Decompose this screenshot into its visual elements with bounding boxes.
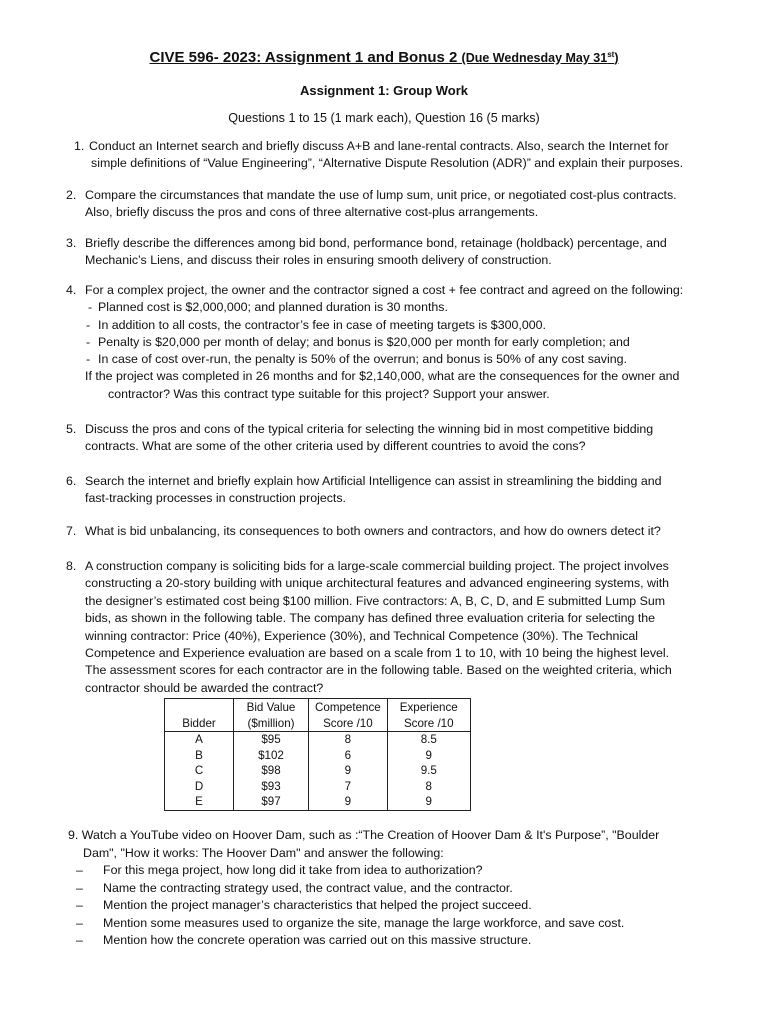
question-9-list: [76, 862, 712, 950]
question-6: [68, 473, 704, 507]
list-item: – Mention the project manager’s characteristics that helped the project succeed.: [76, 898, 532, 913]
column-header-experience: Experience Score /10: [387, 699, 470, 732]
question-text: contractor? Was this contract type suitable for this project? Support your answer.: [108, 386, 550, 401]
cell-bid: $98: [234, 763, 309, 779]
marks-note: Questions 1 to 15 (1 mark each), Question 16 (5 marks): [228, 111, 540, 125]
page-title: [0, 49, 768, 67]
question-text: winning contractor: Price (40%), Experience (30%), and Technical Competence (30%). The Technical: [85, 628, 639, 643]
question-text: For a complex project, the owner and the contractor signed a cost + fee contract and agreed on the following:: [85, 283, 684, 297]
cell-bid: $93: [234, 779, 309, 795]
section-heading: Assignment 1: Group Work: [299, 83, 469, 98]
question-text: Search the internet and briefly explain how Artificial Intelligence can assist in streamlining the bidding and: [85, 474, 662, 488]
cell-bidder: D: [165, 779, 234, 795]
question-3: [68, 235, 704, 269]
question-text: Briefly describe the differences among bid bond, performance bond, retainage (holdback) percentage, and: [85, 236, 667, 250]
cell-bidder: C: [165, 763, 234, 779]
cell-bidder: B: [165, 748, 234, 764]
cell-competence: 7: [309, 779, 388, 795]
cell-competence: 9: [309, 794, 388, 810]
cell-bidder: A: [165, 732, 234, 748]
table-row: [165, 732, 471, 748]
question-text: simple definitions of “Value Engineering”, “Alternative Dispute Resolution (ADR)” and explain their purposes.: [91, 156, 684, 170]
title-text: CIVE 596- 2023: Assignment 1 and Bonus 2: [149, 49, 462, 66]
list-item: – Name the contracting strategy used, the contract value, and the contractor.: [76, 880, 513, 895]
list-item: - Penalty is $20,000 per month of delay; and bonus is $20,000 per month for early completion; and: [86, 334, 630, 349]
list-item: - In addition to all costs, the contractor’s fee in case of meeting targets is $300,000.: [86, 317, 546, 332]
column-header-bidder: Bidder: [165, 699, 234, 732]
question-number: 4.: [66, 283, 77, 297]
cell-experience: 8: [387, 779, 470, 795]
cell-competence: 8: [309, 732, 388, 748]
cell-bidder: E: [165, 794, 234, 810]
question-5: [68, 421, 704, 455]
cell-competence: 9: [309, 763, 388, 779]
question-number: 8.: [66, 559, 77, 573]
list-item: – Mention how the concrete operation was carried out on this massive structure.: [76, 933, 532, 948]
question-text: Dam", "How it works: The Hoover Dam" and answer the following:: [83, 845, 444, 860]
question-9: [68, 827, 704, 862]
bid-table: [164, 698, 471, 811]
question-text: fast-tracking processes in construction projects.: [85, 491, 347, 505]
question-2: [68, 187, 704, 221]
question-7: [68, 523, 704, 540]
question-text: The assessment scores for each contractor are in the following table. Based on the weighted criteria, which: [85, 663, 672, 678]
question-text: If the project was completed in 26 months and for $2,140,000, what are the consequences for the owner and: [85, 369, 680, 384]
cell-bid: $102: [234, 748, 309, 764]
question-text: the designer’s estimated cost being $100 million. Five contractors: A, B, C, D, and E submitted Lump Sum: [85, 593, 666, 608]
table-row: [165, 779, 471, 795]
question-text: Also, briefly discuss the pros and cons of three alternative cost-plus arrangements.: [85, 205, 539, 219]
table-row: [165, 748, 471, 764]
question-text: Discuss the pros and cons of the typical criteria for selecting the winning bid in most competitive bidding: [85, 422, 654, 436]
list-item: - Planned cost is $2,000,000; and planned duration is 30 months.: [88, 300, 448, 315]
question-4: [68, 282, 704, 403]
column-header-competence: Competence Score /10: [309, 699, 388, 732]
question-8: [68, 558, 704, 697]
list-item: - In case of cost over-run, the penalty is 50% of the overrun; and bonus is 50% of any cost saving.: [86, 352, 627, 367]
cell-experience: 9: [387, 748, 470, 764]
question-text: Compare the circumstances that mandate the use of lump sum, unit price, or negotiated cost-plus contracts.: [85, 188, 677, 202]
question-number: 3.: [66, 236, 77, 250]
due-date: (Due Wednesday May 31st): [461, 49, 619, 65]
question-text: What is bid unbalancing, its consequences to both owners and contractors, and how do owners detect it?: [85, 524, 661, 538]
table-header-row: [165, 699, 471, 732]
question-text: constructing a 20-story building with unique architectural features and advanced engineering systems, with: [85, 576, 670, 591]
list-item: – Mention some measures used to organize the site, manage the large workforce, and save cost.: [76, 915, 625, 930]
question-number: 2.: [66, 188, 77, 202]
question-text: Conduct an Internet search and briefly discuss A+B and lane-rental contracts. Also, search the Internet for: [89, 139, 669, 153]
cell-competence: 6: [309, 748, 388, 764]
list-item: – For this mega project, how long did it take from idea to authorization?: [76, 863, 483, 877]
question-text: contractor should be awarded the contract?: [85, 680, 324, 695]
column-header-bid-value: Bid Value ($million): [234, 699, 309, 732]
table-row: [165, 794, 471, 810]
question-number: 5.: [66, 422, 77, 436]
cell-bid: $95: [234, 732, 309, 748]
cell-bid: $97: [234, 794, 309, 810]
question-text: A construction company is soliciting bids for a large-scale commercial building project. The project involves: [85, 559, 669, 573]
question-text: Competence and Experience evaluation are based on a scale from 1 to 10, with 10 being the highest level.: [85, 646, 670, 661]
question-number: 7.: [66, 524, 77, 538]
question-text: contracts. What are some of the other criteria used by different countries to avoid the cons?: [85, 439, 586, 453]
question-text: bids, as shown in the following table. The company has defined three evaluation criteria for selecting the: [85, 611, 656, 626]
cell-experience: 8.5: [387, 732, 470, 748]
question-1: [68, 138, 704, 172]
table-row: [165, 763, 471, 779]
question-text: Mechanic’s Liens, and discuss their roles in ensuring smooth delivery of construction.: [85, 253, 552, 267]
cell-experience: 9: [387, 794, 470, 810]
question-number: 1.: [74, 139, 85, 153]
question-text: 9. Watch a YouTube video on Hoover Dam, such as :“The Creation of Hoover Dam & It's Purpose”, "Boulder: [68, 828, 660, 842]
question-number: 6.: [66, 474, 77, 488]
cell-experience: 9.5: [387, 763, 470, 779]
